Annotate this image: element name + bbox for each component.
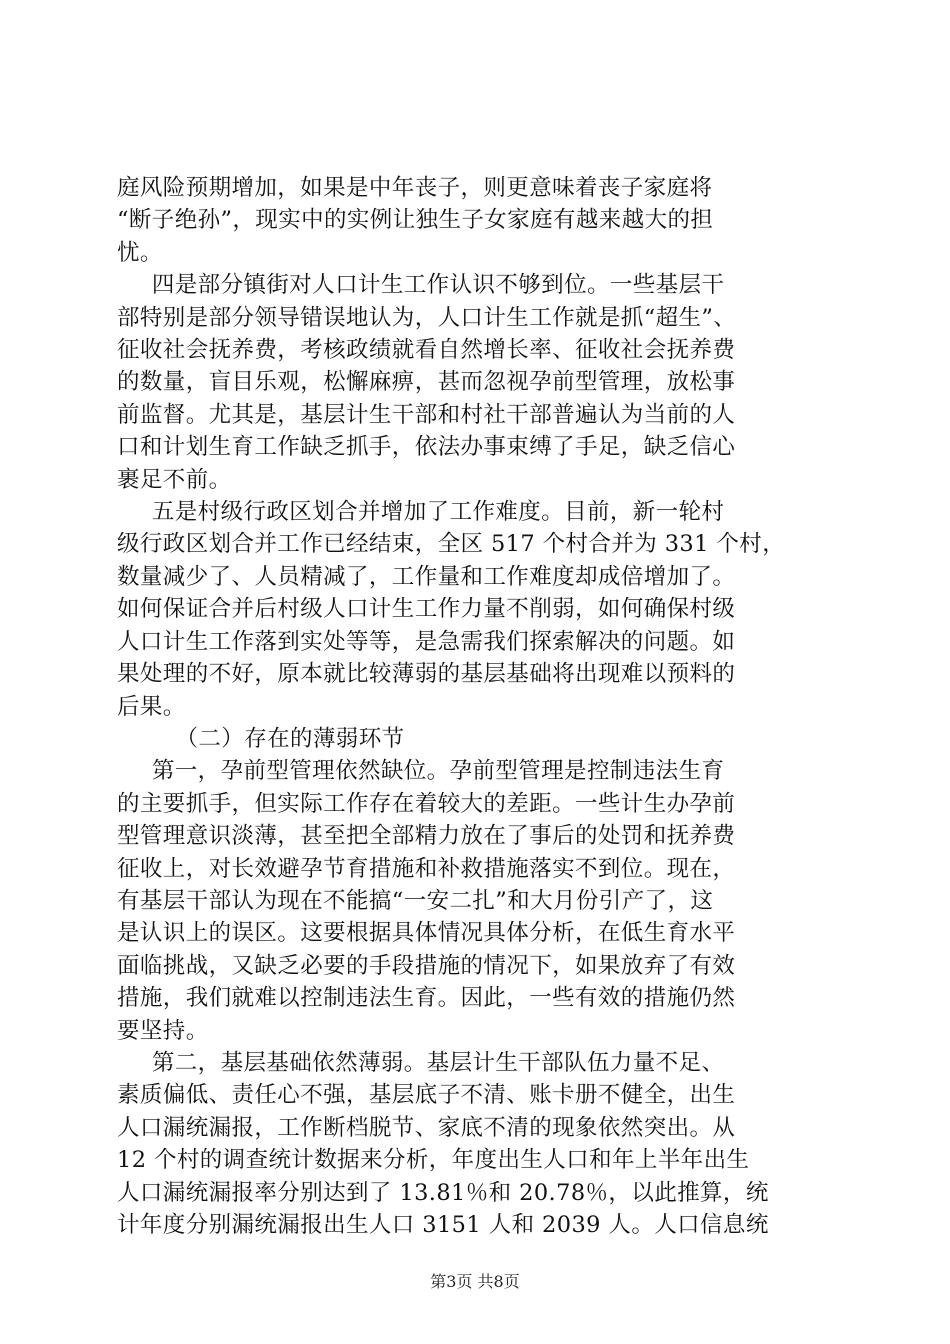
text-line: 素质偏低、责任心不强，基层底子不清、账卡册不健全，出生 (117, 1082, 736, 1109)
text-line: 果处理的不好，原本就比较薄弱的基层基础将出现难以预料的 (117, 661, 736, 688)
page-footer: 第3页 共8页 (430, 1272, 520, 1291)
text-line: 五是村级行政区划合并增加了工作难度。目前，新一轮村 (151, 499, 725, 526)
text-line: 第一，孕前型管理依然缺位。孕前型管理是控制违法生育 (151, 758, 725, 785)
text-line: 庭风险预期增加，如果是中年丧子，则更意味着丧子家庭将 (117, 175, 713, 201)
text-line: 12 个村的调查统计数据来分析，年度出生人口和年上半年出生 (117, 1147, 750, 1174)
text-line: 第二，基层基础依然薄弱。基层计生干部队伍力量不足、 (151, 1049, 725, 1076)
text-line: 前监督。尤其是，基层计生干部和村社干部普遍认为当前的人 (117, 401, 736, 428)
text-line: 的数量，盲目乐观，松懈麻痹，甚而忽视孕前型管理，放松事 (117, 369, 736, 396)
text-line: “断子绝孙”，现实中的实例让独生子女家庭有越来越大的担 (117, 207, 714, 234)
text-line: 四是部分镇街对人口计生工作认识不够到位。一些基层干 (151, 272, 725, 299)
document-body (117, 172, 833, 1241)
text-line: 计年度分别漏统漏报出生人口 3151 人和 2039 人。人口信息统 (117, 1212, 769, 1238)
text-line: 措施，我们就难以控制违法生育。因此，一些有效的措施仍然 (117, 985, 736, 1012)
text-line: 人口漏统漏报，工作断档脱节、家底不清的现象依然突出。从 (117, 1114, 736, 1141)
text-line: 是认识上的误区。这要根据具体情况具体分析，在低生育水平 (117, 920, 736, 947)
text-line: 口和计划生育工作缺乏抓手，依法办事束缚了手足，缺乏信心 (117, 434, 736, 461)
text-line: 级行政区划合并工作已经结束，全区 517 个村合并为 331 个村， (117, 531, 786, 558)
text-line: 要坚持。 (117, 1017, 209, 1044)
text-line: 数量减少了、人员精减了，工作量和工作难度却成倍增加了。 (117, 563, 736, 590)
text-line: 人口计生工作落到实处等等，是急需我们探索解决的问题。如 (117, 628, 736, 655)
text-line: 裹足不前。 (117, 466, 232, 493)
text-line: （二）存在的薄弱环节 (175, 725, 405, 752)
text-line: 人口漏统漏报率分别达到了 13.81％和 20.78％，以此推算，统 (117, 1179, 769, 1206)
text-line: 征收上，对长效避孕节育措施和补救措施落实不到位。现在， (117, 855, 736, 882)
text-line: 有基层干部认为现在不能搞“一安二扎”和大月份引产了，这 (117, 887, 714, 914)
text-line: 部特别是部分领导错误地认为，人口计生工作就是抓“超生”、 (117, 304, 737, 331)
text-line: 后果。 (117, 693, 186, 720)
text-line: 面临挑战，又缺乏必要的手段措施的情况下，如果放弃了有效 (117, 952, 736, 979)
text-line: 的主要抓手，但实际工作存在着较大的差距。一些计生办孕前 (117, 790, 736, 817)
text-line: 忧。 (117, 239, 163, 266)
text-line: 征收社会抚养费，考核政绩就看自然增长率、征收社会抚养费 (117, 337, 736, 364)
text-line: 如何保证合并后村级人口计生工作力量不削弱，如何确保村级 (117, 596, 736, 623)
text-line: 型管理意识淡薄，甚至把全部精力放在了事后的处罚和抚养费 (117, 823, 736, 850)
